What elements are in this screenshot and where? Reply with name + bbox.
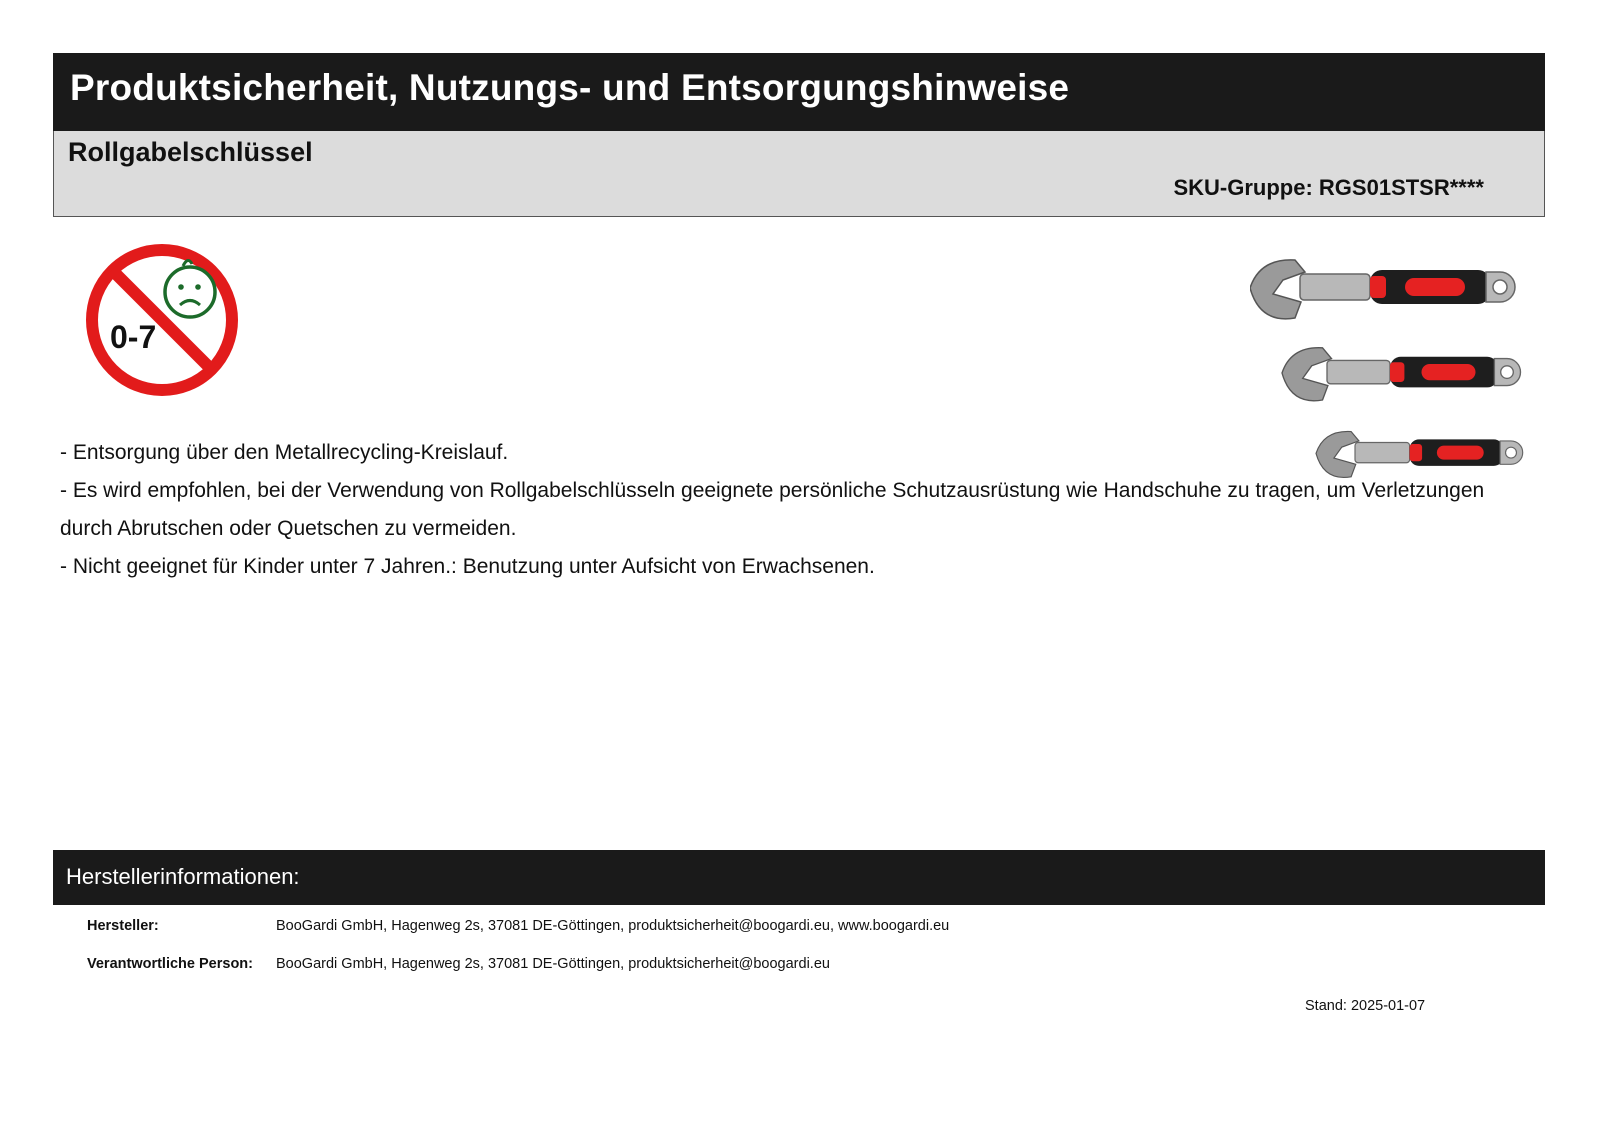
safety-notes xyxy=(60,434,1500,586)
title-bar xyxy=(53,53,1545,131)
responsible-person-value: BooGardi GmbH, Hagenweg 2s, 37081 DE-Göttingen, produktsicherheit@boogardi.eu xyxy=(276,956,830,972)
sku-group: SKU-Gruppe: RGS01STSR**** xyxy=(1173,175,1484,200)
age-range-label: 0-7 xyxy=(110,319,157,355)
product-header xyxy=(53,131,1545,217)
manufacturer-section-title: Herstellerinformationen: xyxy=(66,864,300,889)
responsible-person-label: Verantwortliche Person: xyxy=(87,956,253,972)
manufacturer-header xyxy=(53,850,1545,905)
note-age-restriction: - Nicht geeignet für Kinder unter 7 Jahren.: Benutzung unter Aufsicht von Erwachsenen. xyxy=(60,555,875,578)
document-date: Stand: 2025-01-07 xyxy=(1305,998,1426,1014)
product-name: Rollgabelschlüssel xyxy=(68,137,313,167)
note-disposal: - Entsorgung über den Metallrecycling-Kreislauf. xyxy=(60,441,509,464)
manufacturer-value: BooGardi GmbH, Hagenweg 2s, 37081 DE-Göttingen, produktsicherheit@boogardi.eu, www.boogardi.eu xyxy=(276,918,950,934)
note-protective-equipment: - Es wird empfohlen, bei der Verwendung von Rollgabelschlüsseln geeignete persönliche Schutzausrüstung wie Handschuhe zu tragen, um Verletzungen durch Abrutschen oder Quetschen zu vermeiden. xyxy=(60,479,1485,540)
page-title: Produktsicherheit, Nutzungs- und Entsorgungshinweise xyxy=(70,67,1070,108)
manufacturer-label: Hersteller: xyxy=(87,918,159,934)
no-children-under-7-icon xyxy=(82,240,242,400)
